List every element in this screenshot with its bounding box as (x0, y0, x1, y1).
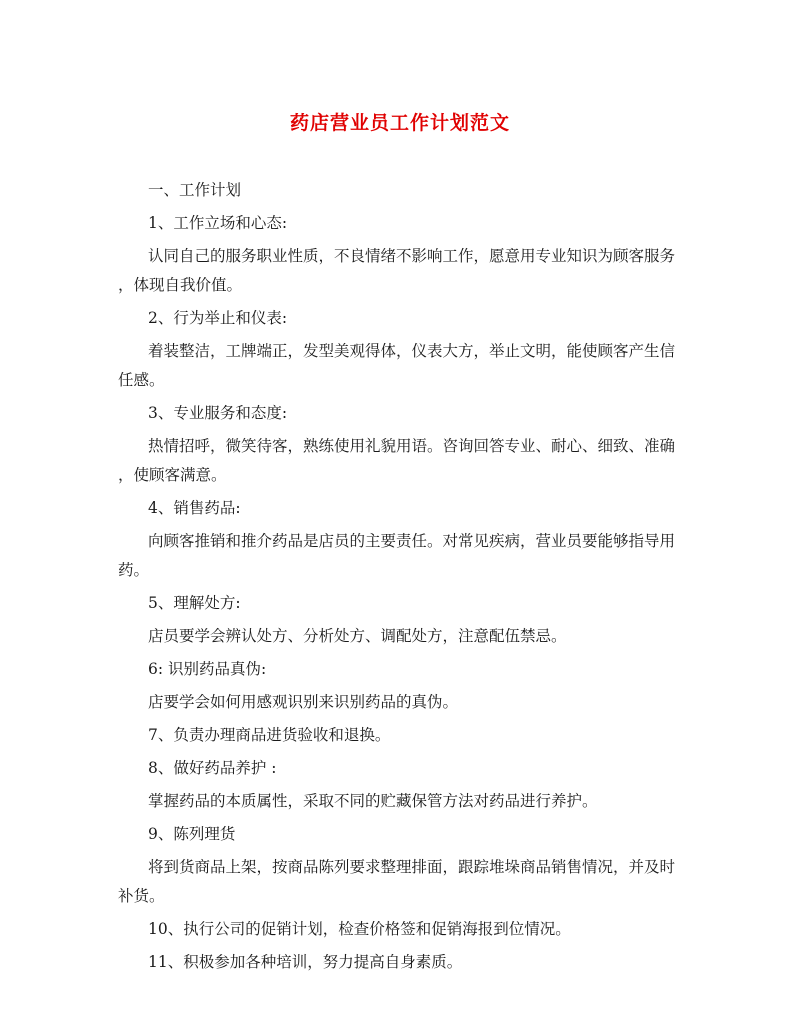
text-line: 5、理解处方: (148, 594, 241, 612)
item-body (118, 853, 698, 911)
text-line: 将到货商品上架，按商品陈列要求整理排面，跟踪堆垛商品销售情况，并及时 (148, 858, 676, 876)
text-line: 3、专业服务和态度: (148, 404, 288, 422)
item-heading (118, 399, 698, 428)
item-heading (118, 754, 698, 783)
text-line: 热情招呼，微笑待客，熟练使用礼貌用语。咨询回答专业、耐心、细致、准确 (148, 437, 676, 455)
text-line: ，使顾客满意。 (118, 466, 227, 484)
section-heading (118, 176, 698, 205)
text-line: 一、工作计划 (148, 181, 242, 199)
item-heading (118, 915, 698, 944)
text-line: 6: 识别药品真伪: (148, 660, 267, 678)
item-body (118, 622, 698, 651)
document-title: 药店营业员工作计划范文 (289, 112, 510, 134)
item-body (118, 688, 698, 717)
text-line: 认同自己的服务职业性质，不良情绪不影响工作，愿意用专业知识为顾客服务 (148, 247, 676, 265)
text-line: 店要学会如何用感观识别来识别药品的真伪。 (148, 693, 459, 711)
item-body (118, 432, 698, 490)
item-body (118, 337, 698, 395)
item-heading (118, 655, 698, 684)
text-line: 11、积极参加各种培训，努力提高自身素质。 (148, 953, 463, 971)
text-line: 任感。 (118, 371, 165, 389)
text-line: ，体现自我价值。 (118, 276, 243, 294)
text-line: 4、销售药品: (148, 499, 241, 517)
item-body (118, 527, 698, 585)
text-line: 药。 (118, 561, 150, 579)
item-heading (118, 721, 698, 750)
text-line: 店员要学会辨认处方、分析处方、调配处方，注意配伍禁忌。 (148, 627, 567, 645)
text-line: 2、行为举止和仪表: (148, 309, 288, 327)
text-line: 1、工作立场和心态: (148, 214, 288, 232)
text-line: 着装整洁，工牌端正，发型美观得体，仪表大方，举止文明，能使顾客产生信 (148, 342, 676, 360)
text-line: 9、陈列理货 (148, 825, 236, 843)
text-line: 8、做好药品养护 : (148, 759, 277, 777)
item-heading (118, 589, 698, 618)
item-heading (118, 948, 698, 977)
item-heading (118, 304, 698, 333)
document-body (118, 176, 698, 981)
item-body (118, 787, 698, 816)
text-line: 掌握药品的本质属性，采取不同的贮藏保管方法对药品进行养护。 (148, 792, 598, 810)
item-body (118, 242, 698, 300)
item-heading (118, 494, 698, 523)
text-line: 补货。 (118, 887, 165, 905)
item-heading (118, 820, 698, 849)
text-line: 10、执行公司的促销计划，检查价格签和促销海报到位情况。 (148, 920, 571, 938)
text-line: 向顾客推销和推介药品是店员的主要责任。对常见疾病，营业员要能够指导用 (148, 532, 676, 550)
item-heading (118, 209, 698, 238)
text-line: 7、负责办理商品进货验收和退换。 (148, 726, 391, 744)
